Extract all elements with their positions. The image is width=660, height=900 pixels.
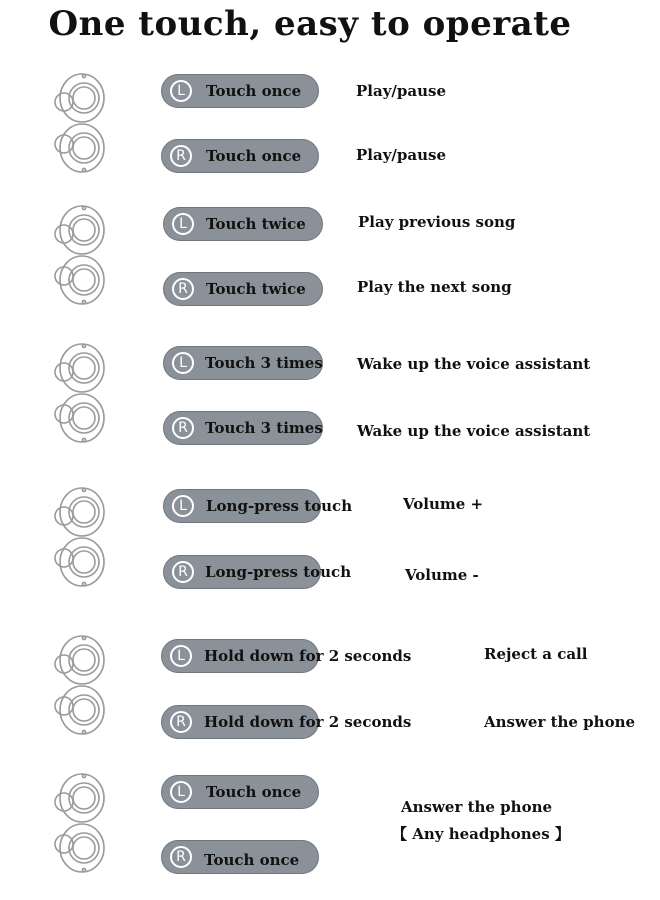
gesture-label: Hold down for 2 seconds bbox=[204, 647, 412, 665]
R-circle-icon: R bbox=[170, 711, 192, 733]
L-circle-icon: L bbox=[172, 352, 194, 374]
L-circle-icon: L bbox=[170, 645, 192, 667]
gesture-label: Touch once bbox=[206, 147, 302, 165]
page-title: One touch, easy to operate bbox=[48, 4, 572, 44]
R-circle-icon: R bbox=[172, 561, 194, 583]
last-group-note: 【 Any headphones 】 bbox=[392, 825, 570, 843]
action-label: Wake up the voice assistant bbox=[357, 422, 591, 440]
action-label: Volume + bbox=[403, 495, 484, 513]
gesture-label: Touch once bbox=[206, 783, 302, 801]
earbud-pair-icon bbox=[48, 770, 110, 876]
L-circle-icon: L bbox=[172, 495, 194, 517]
earbud-pair-icon bbox=[48, 632, 110, 738]
gesture-label: Touch once bbox=[204, 851, 300, 869]
earbud-pair-icon bbox=[48, 340, 110, 446]
gesture-label: Touch twice bbox=[206, 215, 306, 233]
action-label: Reject a call bbox=[484, 645, 588, 663]
gesture-label: Touch 3 times bbox=[205, 354, 323, 372]
R-circle-icon: R bbox=[170, 145, 192, 167]
L-circle-icon: L bbox=[170, 80, 192, 102]
action-label: Play/pause bbox=[356, 82, 446, 100]
action-label: Play/pause bbox=[356, 146, 446, 164]
gesture-label: Touch 3 times bbox=[205, 419, 323, 437]
last-group-action: Answer the phone bbox=[401, 798, 553, 816]
action-label: Volume - bbox=[405, 566, 479, 584]
gesture-label: Touch once bbox=[206, 82, 302, 100]
gesture-label: Touch twice bbox=[206, 280, 306, 298]
R-circle-icon: R bbox=[172, 278, 194, 300]
gesture-label: Long-press touch bbox=[205, 563, 352, 581]
action-label: Wake up the voice assistant bbox=[357, 355, 591, 373]
action-label: Play previous song bbox=[358, 213, 516, 231]
action-label: Answer the phone bbox=[484, 713, 636, 731]
R-circle-icon: R bbox=[170, 846, 192, 868]
earbud-pair-icon bbox=[48, 202, 110, 308]
L-circle-icon: L bbox=[172, 213, 194, 235]
L-circle-icon: L bbox=[170, 781, 192, 803]
R-circle-icon: R bbox=[172, 417, 194, 439]
gesture-label: Long-press touch bbox=[206, 497, 353, 515]
action-label: Play the next song bbox=[357, 278, 512, 296]
gesture-label: Hold down for 2 seconds bbox=[204, 713, 412, 731]
earbud-pair-icon bbox=[48, 70, 110, 176]
earbud-pair-icon bbox=[48, 484, 110, 590]
